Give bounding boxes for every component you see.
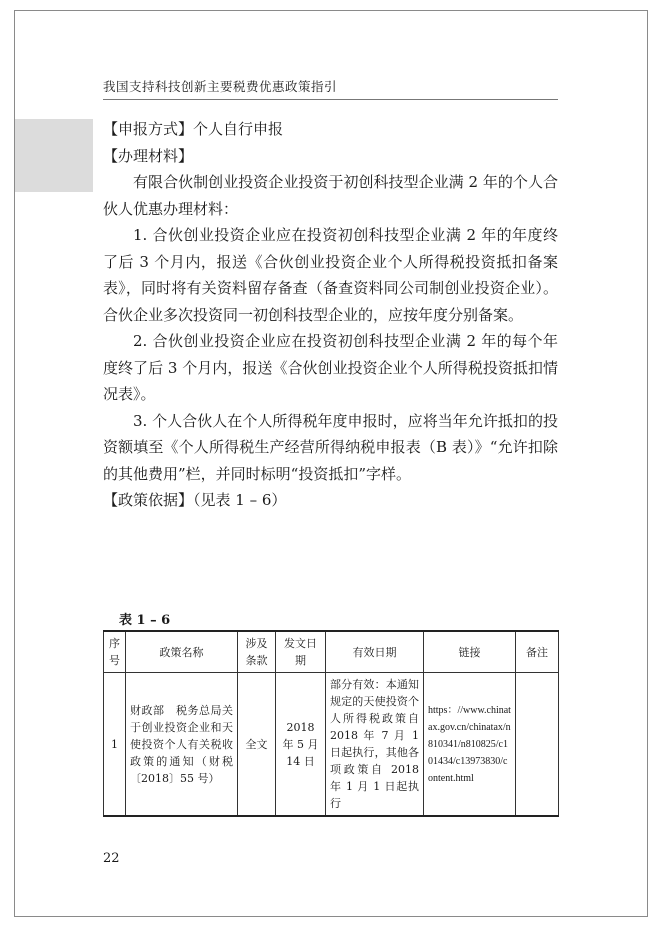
- policy-table: [103, 630, 559, 817]
- cell-policy-name: 财政部 税务总局关于创业投资企业和天使投资个人有关税收政策的通知（财税〔2018〕55 号）: [126, 673, 238, 817]
- page-number: 22: [103, 851, 120, 866]
- body-text: [103, 116, 558, 514]
- paragraph-item-1: 1. 合伙创业投资企业应在投资初创科技型企业满 2 年的年度终了后 3 个月内，报送《合伙创业投资企业个人所得税投资抵扣备案表》，同时将有关资料留存备查（备查资料同公司制创业投资企业）。合伙企业多次投资同一初创科技型企业的，应按年度分别备案。: [103, 226, 558, 324]
- header-note: 备注: [516, 631, 559, 673]
- cell-note: [516, 673, 559, 817]
- chapter-tab-marker: [15, 119, 93, 192]
- paragraph-item-3: 3. 个人合伙人在个人所得税年度申报时，应将当年允许抵扣的投资额填至《个人所得税生产经营所得纳税申报表（B 表）》“允许扣除的其他费用”栏，并同时标明“投资抵扣”字样。: [103, 411, 558, 483]
- cell-scope: 全文: [238, 673, 276, 817]
- header-rule: [103, 99, 558, 100]
- header-issue-date: 发文日期: [276, 631, 326, 673]
- table-header-row: [104, 631, 559, 673]
- table-caption: 表 1 – 6: [119, 613, 171, 628]
- paragraph-policy-basis: 【政策依据】（见表 1 – 6）: [103, 491, 287, 509]
- running-header: 我国支持科技创新主要税费优惠政策指引: [103, 79, 338, 94]
- paragraph-item-2: 2. 合伙创业投资企业应在投资初创科技型企业满 2 年的每个年度终了后 3 个月内，报送《合伙创业投资企业个人所得税投资抵扣情况表》。: [103, 332, 558, 403]
- cell-index: 1: [104, 673, 126, 817]
- paragraph-materials-heading: 【办理材料】: [103, 146, 194, 165]
- paragraph-materials-intro: 有限合伙制创业投资企业投资于初创科技型企业满 2 年的个人合伙人优惠办理材料：: [103, 173, 558, 218]
- header-index: 序号: [104, 631, 126, 673]
- cell-issue-date: 2018 年 5 月 14 日: [276, 673, 326, 817]
- table-row: [104, 673, 559, 817]
- header-policy-name: 政策名称: [126, 631, 238, 673]
- header-link: 链接: [424, 631, 516, 673]
- paragraph-filing-method: 【申报方式】个人自行申报: [103, 120, 284, 138]
- header-scope: 涉及条款: [238, 631, 276, 673]
- cell-validity: 部分有效：本通知规定的天使投资个人所得税政策自 2018 年 7 月 1 日起执行，其他各项政策自 2018 年 1 月 1 日起执行: [326, 673, 424, 817]
- header-validity: 有效日期: [326, 631, 424, 673]
- cell-link[interactable]: https：//www.chinatax.gov.cn/chinatax/n810341/n810825/c101434/c13973830/content.html: [424, 673, 516, 817]
